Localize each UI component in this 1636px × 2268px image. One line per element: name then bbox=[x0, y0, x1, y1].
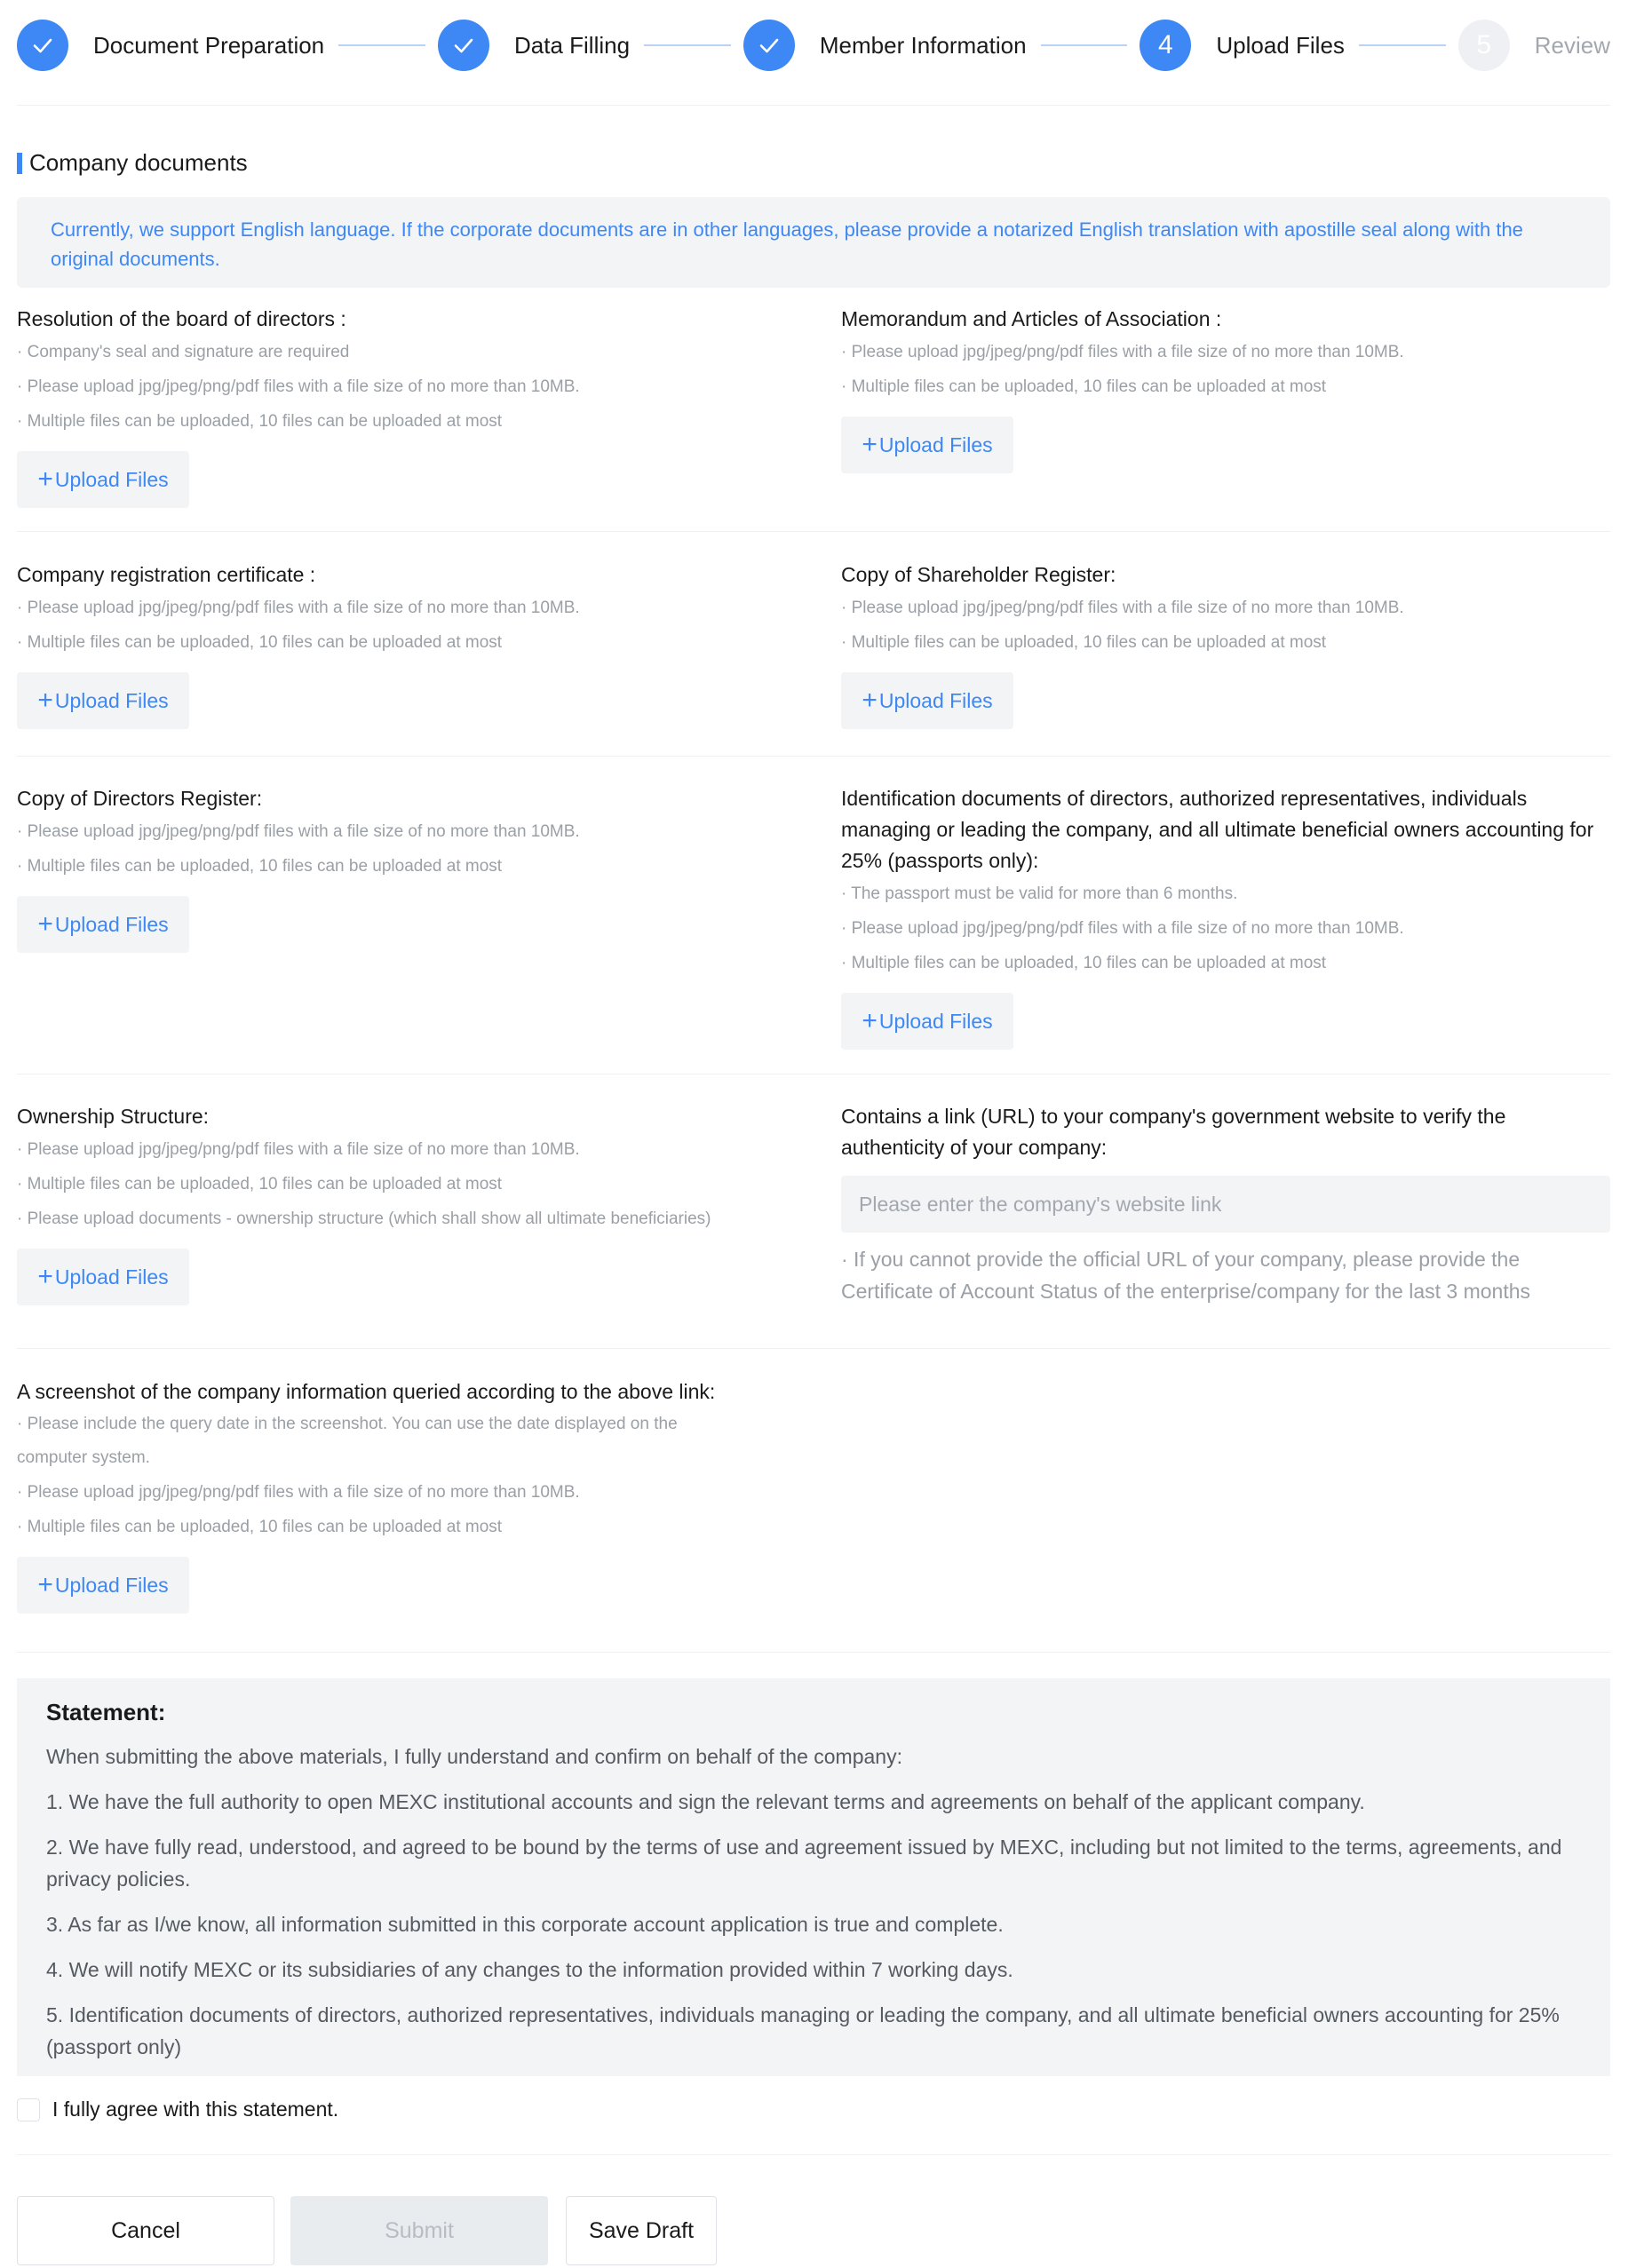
step-upload-files bbox=[1140, 20, 1345, 71]
website-note: · If you cannot provide the official URL of your company, please provide the Certificate of Account Status of the enterprise/company for the last 3 months bbox=[841, 1248, 1531, 1303]
upload-files-button[interactable] bbox=[17, 896, 189, 953]
hint: · Please upload jpg/jpeg/png/pdf files with a file size of no more than 10MB. bbox=[17, 377, 580, 396]
upload-files-button[interactable] bbox=[841, 993, 1013, 1050]
section-accent-bar bbox=[17, 153, 22, 174]
upload-files-button[interactable] bbox=[841, 672, 1013, 729]
field-label: Company registration certificate : bbox=[17, 563, 316, 586]
hint: · Multiple files can be uploaded, 10 files can be uploaded at most bbox=[17, 857, 503, 876]
upload-files-button[interactable] bbox=[17, 1249, 189, 1305]
plus-icon: + bbox=[37, 464, 53, 494]
upload-files-button[interactable] bbox=[841, 416, 1013, 473]
save-draft-button[interactable]: Save Draft bbox=[566, 2196, 717, 2265]
plus-icon: + bbox=[37, 909, 53, 939]
step-connector bbox=[1359, 44, 1446, 46]
field-label: Copy of Shareholder Register: bbox=[841, 563, 1116, 586]
step-document-preparation bbox=[17, 20, 324, 71]
step-connector bbox=[1041, 44, 1128, 46]
agree-label: I fully agree with this statement. bbox=[52, 2098, 339, 2121]
divider bbox=[17, 756, 1610, 757]
check-icon bbox=[743, 20, 795, 71]
step-label: Data Filling bbox=[513, 31, 631, 59]
hint: · Please upload jpg/jpeg/png/pdf files with a file size of no more than 10MB. bbox=[17, 599, 580, 617]
directors-field bbox=[17, 783, 798, 953]
website-field bbox=[841, 1101, 1610, 1307]
upload-label: Upload Files bbox=[54, 1265, 169, 1289]
upload-label: Upload Files bbox=[878, 1009, 993, 1033]
step-label: Review bbox=[1534, 31, 1610, 59]
hint: · Please upload jpg/jpeg/png/pdf files with a file size of no more than 10MB. bbox=[841, 599, 1404, 617]
resolution-field bbox=[17, 304, 798, 508]
hint: · Multiple files can be uploaded, 10 files can be uploaded at most bbox=[841, 954, 1327, 972]
divider bbox=[17, 1348, 1610, 1349]
statement-item: 1. We have the full authority to open MEXC institutional accounts and sign the relevant terms and agreements on behalf of the applicant company. bbox=[46, 1790, 1365, 1813]
statement-item: 5. Identification documents of directors, authorized representatives, individuals managing or leading the company, and all ultimate beneficial owners accounting for 25% (passport only) bbox=[46, 2003, 1560, 2058]
screenshot-field bbox=[17, 1376, 745, 1614]
agree-checkbox[interactable] bbox=[17, 2098, 40, 2121]
upload-files-button[interactable] bbox=[17, 451, 189, 508]
upload-label: Upload Files bbox=[54, 467, 169, 491]
field-label: Resolution of the board of directors : bbox=[17, 307, 346, 330]
upload-label: Upload Files bbox=[54, 912, 169, 936]
plus-icon: + bbox=[862, 430, 878, 459]
shareholder-field bbox=[841, 559, 1610, 729]
upload-files-button[interactable] bbox=[17, 1557, 189, 1614]
hint: · Company's seal and signature are required bbox=[17, 343, 350, 361]
hint: · Please upload jpg/jpeg/png/pdf files with a file size of no more than 10MB. bbox=[841, 919, 1404, 938]
submit-button[interactable]: Submit bbox=[290, 2196, 548, 2265]
upload-label: Upload Files bbox=[54, 1573, 169, 1597]
section-title bbox=[17, 149, 248, 177]
hint: · Multiple files can be uploaded, 10 files can be uploaded at most bbox=[841, 377, 1327, 396]
field-label: Identification documents of directors, authorized representatives, individuals managing or leading the company, and all ultimate beneficial owners accounting for 25% (passports only): bbox=[841, 787, 1594, 872]
field-label: A screenshot of the company information queried according to the above link: bbox=[17, 1380, 716, 1403]
upload-label: Upload Files bbox=[878, 688, 993, 712]
divider bbox=[17, 2154, 1610, 2155]
plus-icon: + bbox=[37, 1570, 53, 1599]
hint: · Multiple files can be uploaded, 10 files can be uploaded at most bbox=[841, 633, 1327, 652]
plus-icon: + bbox=[37, 1262, 53, 1291]
hint: · Please upload jpg/jpeg/png/pdf files with a file size of no more than 10MB. bbox=[17, 1483, 580, 1502]
agree-statement[interactable] bbox=[17, 2098, 338, 2121]
step-label: Member Information bbox=[819, 31, 1027, 59]
progress-stepper bbox=[17, 18, 1610, 73]
field-label: Memorandum and Articles of Association : bbox=[841, 307, 1222, 330]
step-label: Upload Files bbox=[1216, 31, 1345, 59]
hint: · Please upload documents - ownership structure (which shall show all ultimate beneficiaries) bbox=[17, 1209, 711, 1228]
ownership-field bbox=[17, 1101, 798, 1305]
field-label: Copy of Directors Register: bbox=[17, 787, 263, 810]
statement-intro: When submitting the above materials, I fully understand and confirm on behalf of the company: bbox=[46, 1745, 902, 1768]
hint: · Please upload jpg/jpeg/png/pdf files with a file size of no more than 10MB. bbox=[17, 822, 580, 841]
statement-title: Statement: bbox=[46, 1699, 166, 1725]
step-connector bbox=[338, 44, 425, 46]
step-review bbox=[1458, 20, 1610, 71]
form-actions bbox=[17, 2196, 717, 2265]
check-icon bbox=[438, 20, 489, 71]
hint: · The passport must be valid for more than 6 months. bbox=[841, 884, 1238, 903]
hint: · Multiple files can be uploaded, 10 files can be uploaded at most bbox=[17, 1518, 503, 1536]
step-label: Document Preparation bbox=[93, 31, 325, 59]
statement-item: 4. We will notify MEXC or its subsidiaries of any changes to the information provided within 7 working days. bbox=[46, 1958, 1013, 1981]
hint: · Please include the query date in the screenshot. You can use the date displayed on the computer system. bbox=[17, 1415, 678, 1467]
divider bbox=[17, 105, 1610, 106]
language-notice: Currently, we support English language. If the corporate documents are in other languages, please provide a notarized English translation with apostille seal along with the original documents. bbox=[17, 197, 1610, 288]
statement-item: 3. As far as I/we know, all information submitted in this corporate account application is true and complete. bbox=[46, 1913, 1004, 1936]
hint: · Please upload jpg/jpeg/png/pdf files with a file size of no more than 10MB. bbox=[841, 343, 1404, 361]
hint: · Multiple files can be uploaded, 10 files can be uploaded at most bbox=[17, 1175, 503, 1193]
plus-icon: + bbox=[862, 1006, 878, 1035]
step-connector bbox=[644, 44, 731, 46]
plus-icon: + bbox=[37, 686, 53, 715]
statement-box bbox=[17, 1678, 1610, 2076]
divider bbox=[17, 531, 1610, 532]
upload-label: Upload Files bbox=[878, 432, 993, 456]
cancel-button[interactable]: Cancel bbox=[17, 2196, 274, 2265]
field-label: Contains a link (URL) to your company's government website to verify the authenticity of your company: bbox=[841, 1105, 1506, 1159]
plus-icon: + bbox=[862, 686, 878, 715]
step-data-filling bbox=[438, 20, 630, 71]
divider bbox=[17, 1652, 1610, 1653]
upload-label: Upload Files bbox=[54, 688, 169, 712]
statement-item: 2. We have fully read, understood, and agreed to be bound by the terms of use and agreement issued by MEXC, including but not limited to the terms, agreements, and privacy policies. bbox=[46, 1836, 1562, 1891]
divider bbox=[17, 1074, 1610, 1075]
step-number: 5 bbox=[1458, 20, 1510, 71]
memorandum-field bbox=[841, 304, 1610, 473]
identification-field bbox=[841, 783, 1610, 1050]
hint: · Please upload jpg/jpeg/png/pdf files with a file size of no more than 10MB. bbox=[17, 1140, 580, 1159]
hint: · Multiple files can be uploaded, 10 files can be uploaded at most bbox=[17, 633, 503, 652]
website-url-input[interactable] bbox=[841, 1176, 1610, 1233]
registration-field bbox=[17, 559, 798, 729]
step-number: 4 bbox=[1140, 20, 1191, 71]
upload-files-button[interactable] bbox=[17, 672, 189, 729]
section-title-text: Company documents bbox=[29, 149, 248, 176]
hint: · Multiple files can be uploaded, 10 files can be uploaded at most bbox=[17, 412, 503, 431]
check-icon bbox=[17, 20, 68, 71]
step-member-information bbox=[743, 20, 1027, 71]
field-label: Ownership Structure: bbox=[17, 1105, 210, 1128]
